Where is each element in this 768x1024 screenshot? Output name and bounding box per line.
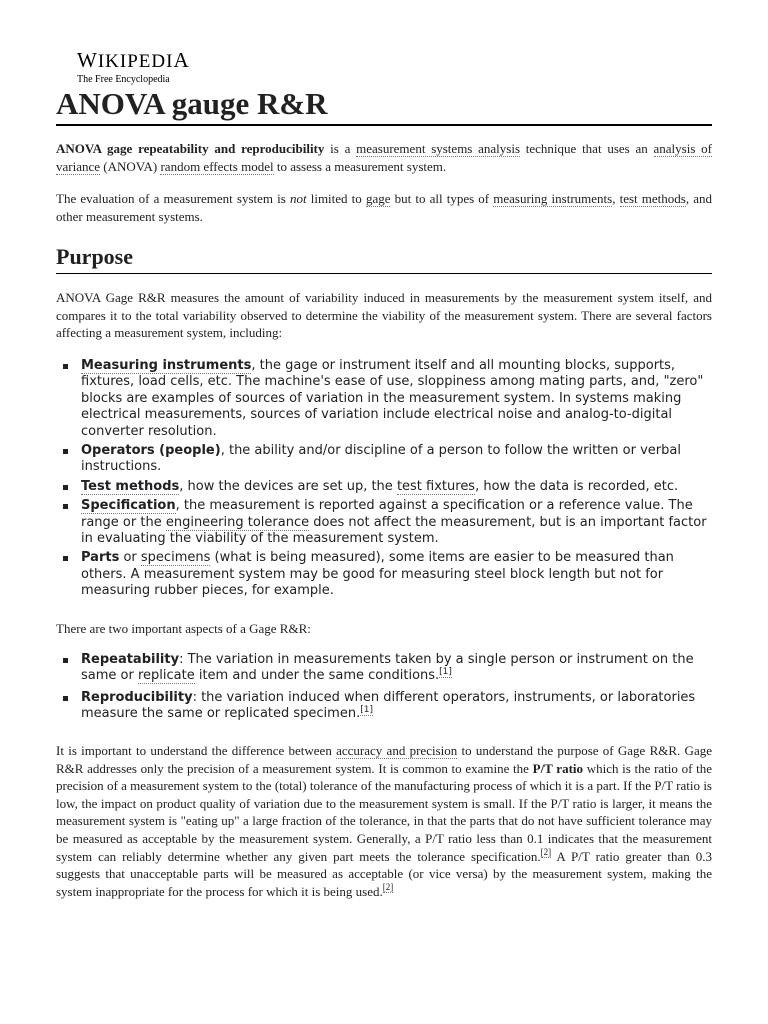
text: is a (324, 141, 357, 156)
link-measuring-instruments[interactable]: measuring instruments (493, 191, 613, 206)
text: , (612, 191, 620, 206)
link-engineering-tolerance[interactable]: engineering tolerance (165, 514, 310, 530)
term: Reproducibility (81, 689, 193, 705)
evaluation-paragraph (56, 190, 712, 225)
emphasis: not (289, 191, 307, 206)
logo-tagline: The Free Encyclopedia (77, 74, 170, 85)
link-specification[interactable]: Specification (81, 498, 176, 514)
text: does not affect the measurement, but is an important factor in evaluating the viability of the measurement system. (81, 514, 707, 547)
link-test-fixtures[interactable]: test fixtures (396, 478, 476, 494)
aspects-list-wrap (56, 652, 712, 723)
text: , and other measurement systems. (56, 191, 713, 224)
link-measuring-instruments-item[interactable]: Measuring instruments (81, 358, 252, 373)
factors-list-wrap (56, 358, 712, 600)
link-specimens[interactable]: specimens (140, 550, 211, 566)
text: item and under the same conditions. (194, 668, 440, 684)
section-heading-purpose: Purpose (56, 243, 712, 274)
reference-link[interactable]: [2] (382, 882, 394, 893)
list-item (56, 690, 712, 723)
link-accuracy-and-precision[interactable]: accuracy and precision (336, 743, 458, 758)
link-test-methods[interactable]: test methods (619, 191, 686, 206)
text: to understand the purpose of Gage R&R. Gage R&R addresses only the precision of a measurement system. It is common to examine the (56, 743, 712, 776)
purpose-heading-wrap (56, 243, 712, 274)
pt-ratio-paragraph (56, 742, 712, 900)
wikipedia-logo[interactable] (77, 50, 190, 86)
link-analysis-of-variance[interactable]: analysis of variance (56, 141, 712, 174)
term: Repeatability (81, 652, 180, 667)
term: Operators (people) (81, 443, 221, 459)
text: : The variation in measurements taken by a single person or instrument on the same or (81, 652, 694, 684)
list-item (56, 498, 712, 547)
aspects-list (56, 652, 712, 723)
factors-list (56, 358, 712, 600)
list-item (56, 652, 712, 685)
text: : the variation induced when different operators, instruments, or laboratories measure the same or replicated specimen. (81, 689, 696, 722)
link-test-methods-item[interactable]: Test methods (81, 478, 180, 494)
list-item (56, 443, 712, 476)
link-replicate[interactable]: replicate (137, 668, 195, 684)
link-gage[interactable]: gage (365, 191, 391, 206)
text: or (119, 550, 141, 566)
link-random-effects-model[interactable]: random effects model (160, 158, 274, 174)
text: , the measurement is reported against a specification or a reference value. The range or the (81, 498, 693, 530)
text: (what is being measured), some items are easier to be measured than others. A measurement system may be good for measuring steel block length but not for measuring rubber pieces, for example. (81, 550, 674, 599)
text: technique that uses an (520, 141, 654, 156)
text: (ANOVA) (100, 158, 161, 174)
intro-paragraph (56, 140, 712, 175)
page-title: ANOVA gauge R&R (56, 84, 712, 126)
text: A P/T ratio greater than 0.3 suggests that unacceptable parts will be measured as acceptable (or vice versa) by the measurement system, making the system inappropriate for the process for which it is being used. (56, 848, 712, 899)
lead-term: ANOVA gage repeatability and reproducibility (56, 141, 325, 156)
link-measurement-systems-analysis[interactable]: measurement systems analysis (356, 141, 521, 156)
reference-link[interactable]: [1] (439, 667, 452, 678)
text: , how the data is recorded, etc. (475, 478, 679, 494)
text: , the ability and/or discipline of a person to follow the written or verbal instructions. (81, 443, 681, 475)
list-item (56, 479, 712, 495)
term: Parts (81, 550, 120, 566)
purpose-paragraph (56, 289, 712, 342)
aspects-intro (56, 620, 712, 638)
list-item (56, 358, 712, 440)
text: to assess a measurement system. (273, 158, 447, 174)
text: but to all types of (390, 191, 494, 206)
purpose-text: ANOVA Gage R&R measures the amount of variability induced in measurements by the measurement system itself, and compares it to the total variability observed to determine the viability of the measurement system. There are several factors affecting a measurement system, including: (56, 290, 712, 340)
text: limited to (306, 191, 366, 206)
aspects-intro-text: There are two important aspects of a Gage R&R: (56, 621, 311, 636)
logo-wordmark: WIKIPEDIA (77, 48, 190, 72)
term: P/T ratio (532, 760, 584, 776)
text: , how the devices are set up, the (179, 478, 397, 494)
reference-link[interactable]: [1] (360, 704, 373, 715)
list-item (56, 550, 712, 599)
text: , the gage or instrument itself and all mounting blocks, supports, fixtures, load cells, etc. The machine's ease of use, sloppiness among mating parts, and, "zero" blocks are examples of sources of variation in the measurement system. In systems making electrical measurements, sources of variation include electrical noise and analog-to-digital converter resolution. (81, 358, 704, 439)
text: which is the ratio of the precision of a measurement system to the (total) tolerance of the manufacturing process of which it is a part. If the P/T ratio is low, the impact on product quality of variation due to the measurement system is small. If the P/T ratio is larger, it means the measurement system is "eating up" a large fraction of the tolerance, in that the parts that do not have sufficient tolerance may be measured as acceptable by the measurement system. Generally, a P/T ratio less than 0.1 indicates that the measurement system can reliably determine whether any given part meets the tolerance specification. (56, 760, 712, 864)
reference-link[interactable]: [2] (540, 847, 552, 858)
text: It is important to understand the difference between (56, 743, 337, 758)
text: The evaluation of a measurement system is (56, 191, 290, 206)
